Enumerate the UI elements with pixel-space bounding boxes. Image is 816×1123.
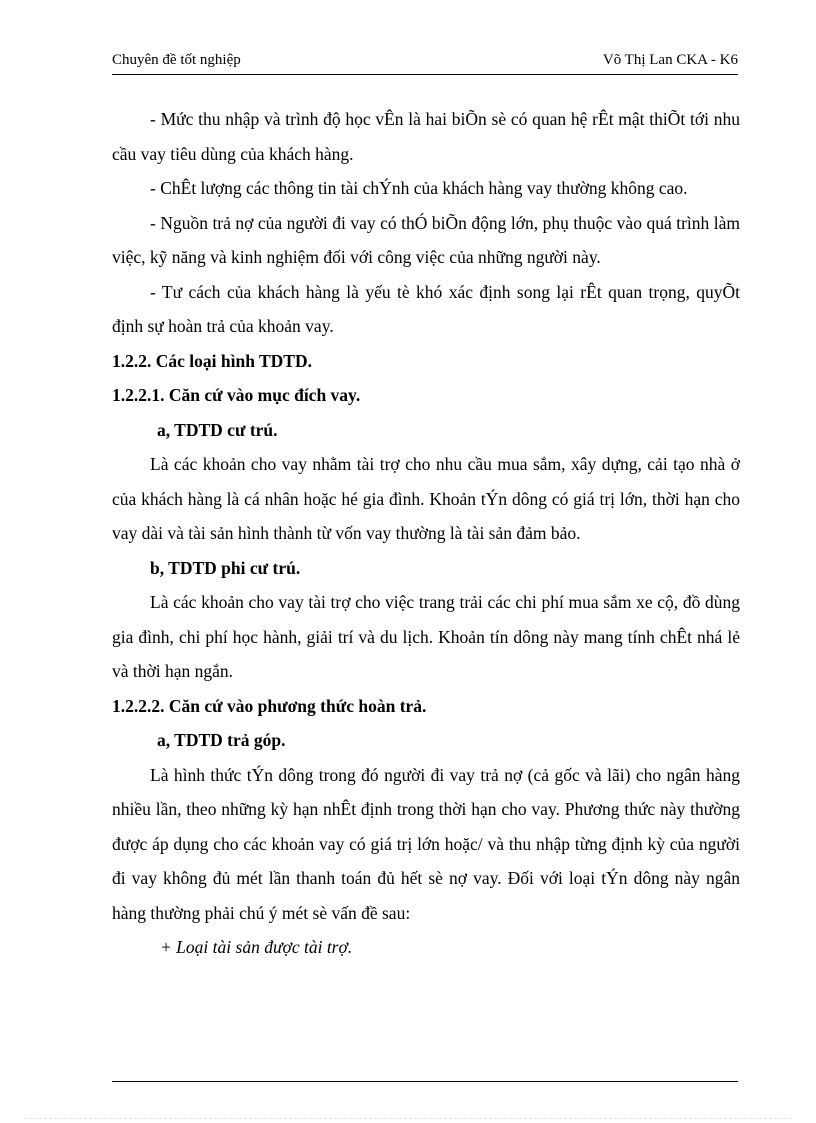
paragraph: - Nguồn trả nợ của người đi vay có thÓ biÕn động lớn, phụ thuộc vào quá trình làm việc, kỹ năng và kinh nghiệm đối với công việc của những người này. (112, 212, 740, 267)
paragraph: - Tư cách của khách hàng là yếu tè khó xác định song lại rÊt quan trọng, quyÕt định sự hoàn trả của khoản vay. (112, 281, 740, 336)
italic-list-item: + Loại tài sản được tài trợ. (160, 937, 353, 957)
paragraph: Là hình thức tÝn dông trong đó người đi vay trả nợ (cả gốc và lãi) cho ngân hàng nhiều lần, theo những kỳ hạn nhÊt định trong thời hạn cho vay. Phương thức này thường được áp dụng cho các khoản vay có giá trị lớn hoặc/ và thu nhập từng định kỳ của người đi vay không đủ mét lần thanh toán đủ hết sè nợ vay. Đối với loại tÝn dông này ngân hàng thường phải chú ý mét sè vấn đề sau: (112, 764, 740, 923)
header-author: Võ Thị Lan CKA - K6 (602, 52, 738, 68)
header-title: Chuyên đề tốt nghiệp (112, 52, 241, 68)
sub-heading-b: b, TDTD phi cư trú. (150, 557, 301, 578)
sub-heading-a2: a, TDTD trả góp. (157, 730, 286, 750)
section-heading: 1.2.2. Các loại hình TDTD. (112, 350, 312, 371)
page-header (112, 52, 738, 75)
paragraph: Là các khoản cho vay tài trợ cho việc trang trải các chi phí mua sắm xe cộ, đồ dùng gia đình, chi phí học hành, giải trí và du lịch. Khoản tín dông này mang tính chÊt nhá lẻ và thời hạn ngắn. (112, 592, 740, 681)
document-body (112, 102, 740, 965)
footer-rule (112, 1081, 738, 1082)
page-break-marker (24, 1118, 792, 1119)
paragraph: - ChÊt lượng các thông tin tài chÝnh của khách hàng vay thường không cao. (150, 178, 688, 198)
subsection-heading: 1.2.2.2. Căn cứ vào phương thức hoàn trả. (112, 695, 427, 716)
sub-heading-a: a, TDTD cư trú. (157, 419, 278, 440)
paragraph: Là các khoản cho vay nhằm tài trợ cho nhu cầu mua sắm, xây dựng, cải tạo nhà ở của khách hàng là cá nhân hoặc hé gia đình. Khoản tÝn dông có giá trị lớn, thời hạn cho vay dài và tài sản hình thành từ vốn vay thường là tài sản đảm bảo. (112, 454, 740, 543)
subsection-heading: 1.2.2.1. Căn cứ vào mục đích vay. (112, 385, 361, 405)
paragraph: - Mức thu nhập và trình độ học vÊn là hai biÕn sè có quan hệ rÊt mật thiÕt tới nhu cầu vay tiêu dùng của khách hàng. (112, 109, 740, 164)
